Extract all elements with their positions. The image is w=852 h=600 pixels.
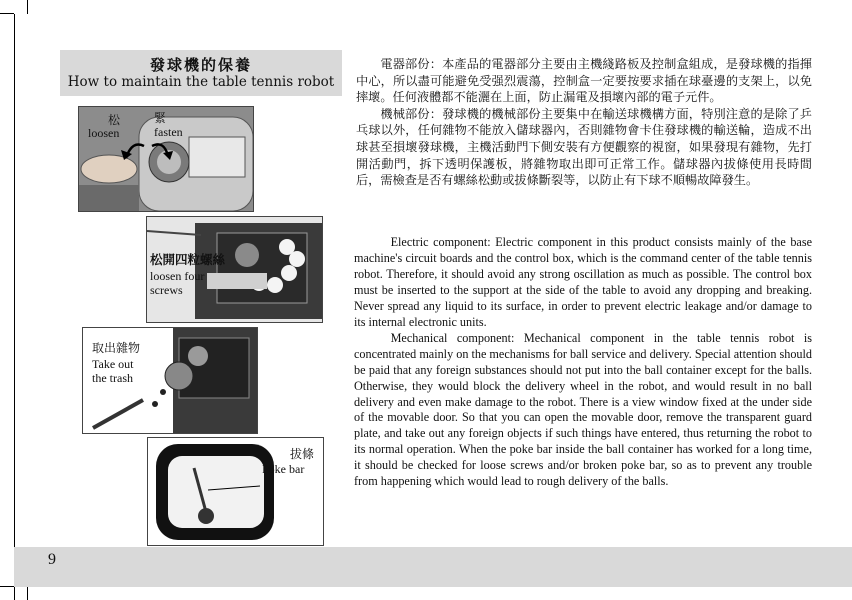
crop-mark	[0, 13, 14, 14]
label-loosen-screws-1: loosen four	[150, 269, 205, 283]
label-poke-bar: Poke bar	[262, 462, 305, 476]
chinese-paragraph-electric: 電器部份：本產品的電器部分主要由主機綫路板及控制盒組成，是發球機的指揮中心，所以盡可能避免受强烈震蕩，控制盒一定要按要求插在球臺邊的支架上，以免摔壞。任何液體都不能灑在上面，防止漏電及損壞內部的電子元件。	[356, 57, 812, 105]
label-poke-bar-zh: 拔條	[290, 447, 315, 461]
chinese-text	[356, 56, 812, 189]
english-paragraph-mechanical: Mechanical component: Mechanical component in the table tennis robot is concentrated mainly on the mechanisms for ball service and delivery. Special attention should be paid that any foreign substances should not put into the ball container except for the balls. Otherwise, they would block the delivery wheel in the robot, and would result in no ball delivery and even make damage to the robot. There is a view window fixed at the under side of the movable door. So that you can open the movable door, remove the transparent guard plate, and take out any foreign objects if such things have entered, thus returning the robot to its normal operation. When the poke bar inside the ball container has worked for a long time, it should be checked for loose screws and/or broken poke bar, so as to prevent any trouble from happening which would lead to rough delivery of the balls.	[354, 330, 812, 489]
title-english: How to maintain the table tennis robot	[67, 74, 335, 90]
chinese-paragraph-mechanical: 機械部份：發球機的機械部份主要集中在輸送球機構方面，特別注意的是除了乒乓球以外，任何雜物不能放入儲球器內，否則雜物會卡住發球機的輸送輪，造成不出球甚至損壞發球機，主機活動門下側安裝有方便觀察的視窗，如果發現有雜物，先打開活動門，拆下透明保護板，將雜物取出即可正常工作。儲球器內拔條使用長時間后，需檢查是否有螺絲松動或拔條斷裂等，以防止有下球不順暢故障發生。	[356, 106, 812, 188]
section-header	[60, 50, 342, 96]
footer-band	[14, 547, 852, 587]
label-take-out-zh: 取出雜物	[92, 341, 141, 355]
english-text	[354, 235, 812, 490]
label-loosen: loosen	[88, 126, 120, 140]
english-paragraph-electric: Electric component: Electric component in this product consists mainly of the base machine's circuit boards and the control box, which is the command center of the table tennis robot. Therefore, it should avoid any strong oscillation as much as possible. The control box must be inserted to the support at the side of the table to avoid any dropping and breaking. Never spread any liquid to its surface, in order to prevent electric leakage and/or damage to its internal electronic units.	[354, 235, 812, 329]
label-take-out-1: Take out	[92, 357, 134, 371]
title-chinese: 發球機的保養	[149, 56, 252, 74]
page-number: 9	[48, 551, 56, 568]
rotate-arrows-icon	[118, 136, 178, 166]
crop-mark	[27, 587, 28, 600]
label-loosen-zh: 松	[108, 113, 121, 127]
crop-mark	[14, 14, 15, 600]
crop-mark	[27, 0, 28, 14]
label-take-out-2: the trash	[92, 371, 133, 385]
label-fasten: fasten	[154, 125, 183, 139]
label-loosen-screws-zh: 松開四粒螺絲	[150, 253, 226, 267]
label-fasten-zh: 緊	[154, 111, 167, 125]
label-loosen-screws-2: screws	[150, 283, 183, 297]
crop-mark	[0, 586, 14, 587]
